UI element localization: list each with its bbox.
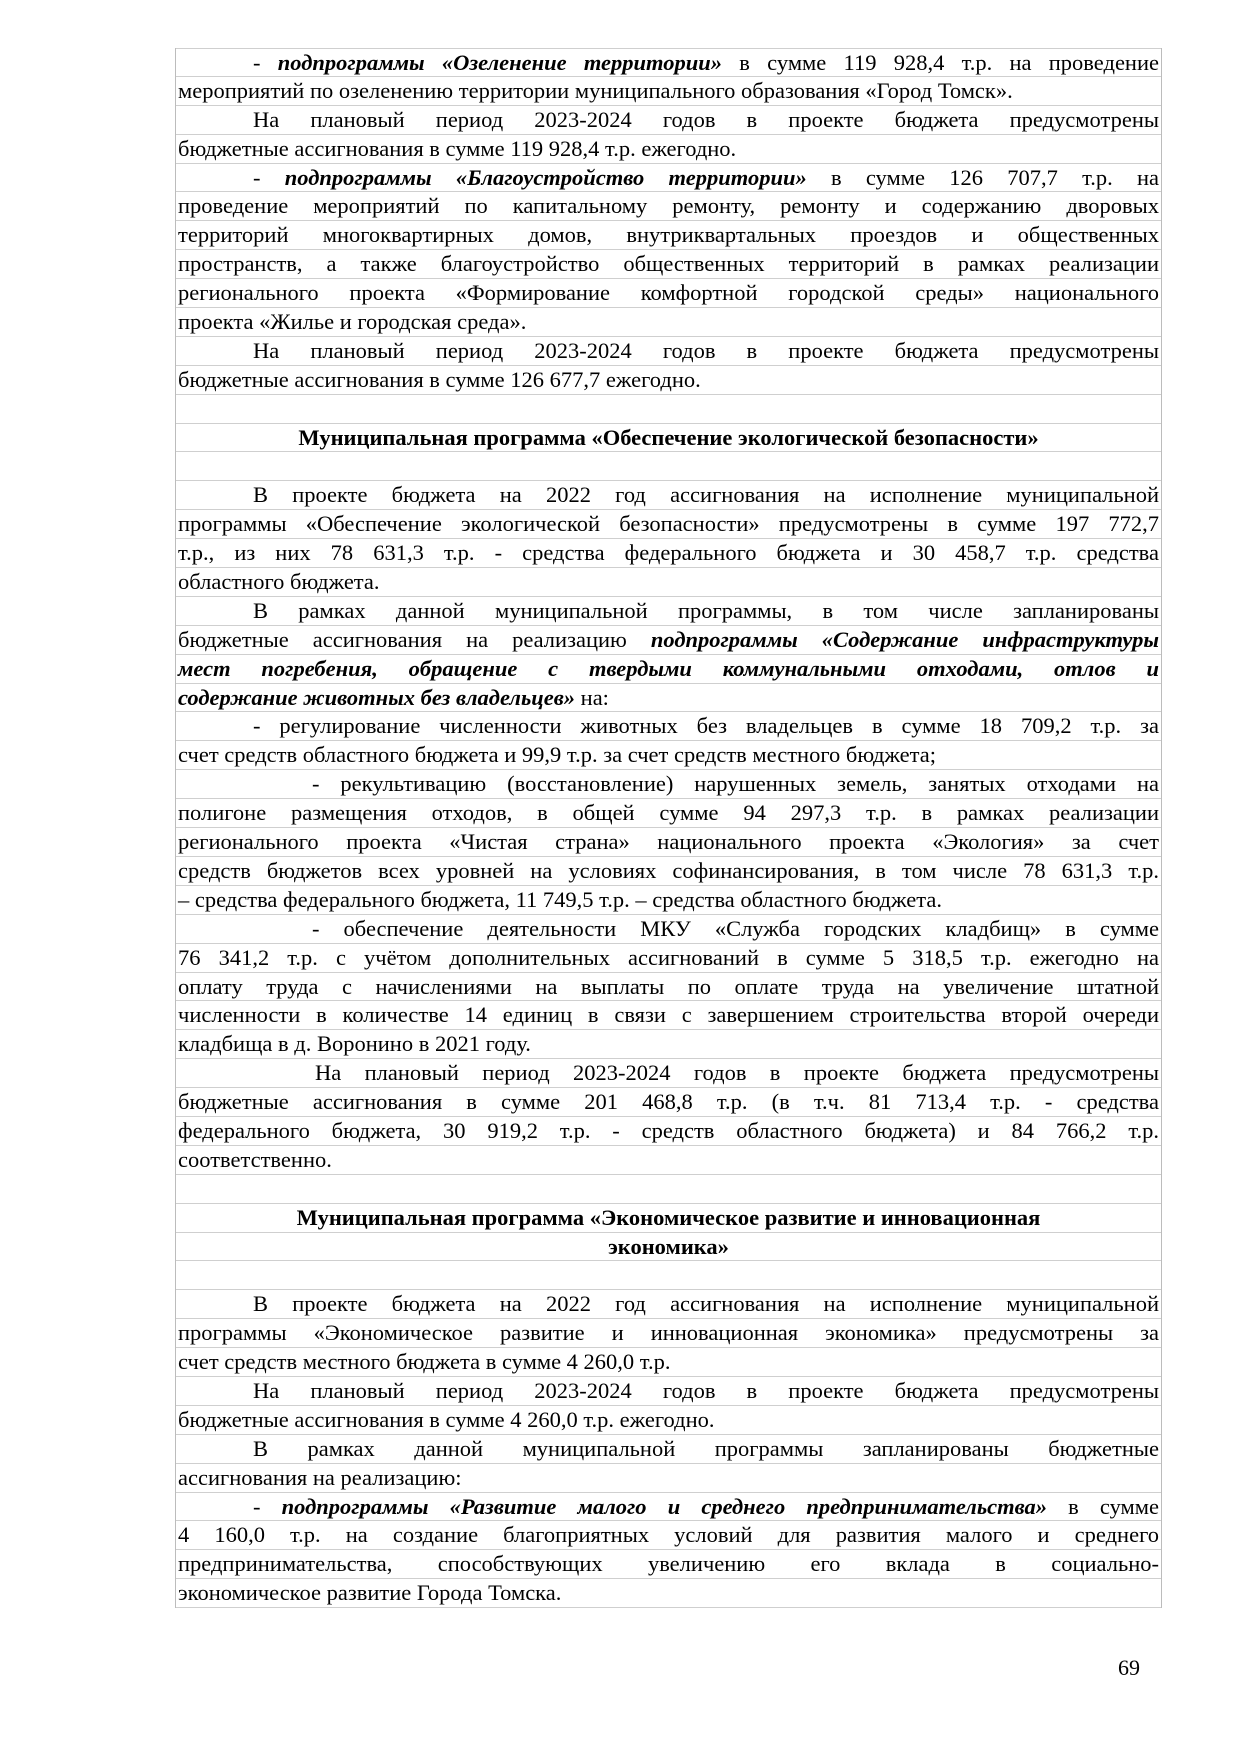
text-line: областного бюджета.: [176, 568, 1161, 597]
text-line: кладбища в д. Воронино в 2021 году.: [176, 1030, 1161, 1059]
text-line: 76 341,2 т.р. с учётом дополнительных ассигнований в сумме 5 318,5 т.р. ежегодно на: [176, 944, 1161, 973]
text-line: На плановый период 2023-2024 годов в проекте бюджета предусмотрены: [176, 337, 1161, 366]
text-line: - подпрограммы «Развитие малого и среднего предпринимательства» в сумме: [176, 1493, 1161, 1522]
text-line: мест погребения, обращение с твердыми коммунальными отходами, отлов и: [176, 655, 1161, 684]
page-number: 69: [1118, 1655, 1140, 1680]
text-line: численности в количестве 14 единиц в связи с завершением строительства второй очереди: [176, 1001, 1161, 1030]
text-line: В рамках данной муниципальной программы, в том числе запланированы: [176, 597, 1161, 626]
empty-line: [176, 1261, 1161, 1290]
text-line: программы «Обеспечение экологической безопасности» предусмотрены в сумме 197 772,7: [176, 510, 1161, 539]
text-line: полигоне размещения отходов, в общей сумме 94 297,3 т.р. в рамках реализации: [176, 799, 1161, 828]
text-line: регионального проекта «Чистая страна» национального проекта «Экология» за счет: [176, 828, 1161, 857]
document-body: [175, 48, 1162, 1608]
text-line: бюджетные ассигнования в сумме 4 260,0 т.р. ежегодно.: [176, 1406, 1161, 1435]
text-line: На плановый период 2023-2024 годов в проекте бюджета предусмотрены: [176, 1377, 1161, 1406]
text-line: оплату труда с начислениями на выплаты по оплате труда на увеличение штатной: [176, 973, 1161, 1002]
text-line: средств бюджетов всех уровней на условиях софинансирования, в том числе 78 631,3 т.р.: [176, 857, 1161, 886]
text-line: программы «Экономическое развитие и инновационная экономика» предусмотрены за: [176, 1319, 1161, 1348]
text-line: т.р., из них 78 631,3 т.р. - средства федерального бюджета и 30 458,7 т.р. средства: [176, 539, 1161, 568]
text-line: предпринимательства, способствующих увеличению его вклада в социально-: [176, 1550, 1161, 1579]
text-line: - подпрограммы «Озеленение территории» в сумме 119 928,4 т.р. на проведение: [176, 48, 1161, 77]
text-line: ассигнования на реализацию:: [176, 1464, 1161, 1493]
text-line: В проекте бюджета на 2022 год ассигнования на исполнение муниципальной: [176, 481, 1161, 510]
text-line: проекта «Жилье и городская среда».: [176, 308, 1161, 337]
section-heading: Муниципальная программа «Экономическое развитие и инновационная: [176, 1204, 1161, 1233]
text-line: бюджетные ассигнования в сумме 119 928,4 т.р. ежегодно.: [176, 135, 1161, 164]
text-line: - регулирование численности животных без владельцев в сумме 18 709,2 т.р. за: [176, 712, 1161, 741]
text-line: На плановый период 2023-2024 годов в проекте бюджета предусмотрены: [176, 1059, 1161, 1088]
text-line: На плановый период 2023-2024 годов в проекте бюджета предусмотрены: [176, 106, 1161, 135]
text-line: проведение мероприятий по капитальному ремонту, ремонту и содержанию дворовых: [176, 192, 1161, 221]
section-heading: экономика»: [176, 1233, 1161, 1262]
text-line: 4 160,0 т.р. на создание благоприятных условий для развития малого и среднего: [176, 1521, 1161, 1550]
text-line: бюджетные ассигнования в сумме 201 468,8 т.р. (в т.ч. 81 713,4 т.р. - средства: [176, 1088, 1161, 1117]
text-line: регионального проекта «Формирование комфортной городской среды» национального: [176, 279, 1161, 308]
text-line: соответственно.: [176, 1146, 1161, 1175]
text-line: пространств, а также благоустройство общественных территорий в рамках реализации: [176, 250, 1161, 279]
text-line: - обеспечение деятельности МКУ «Служба городских кладбищ» в сумме: [176, 915, 1161, 944]
text-line: - подпрограммы «Благоустройство территории» в сумме 126 707,7 т.р. на: [176, 164, 1161, 193]
empty-line: [176, 452, 1161, 481]
text-line: В проекте бюджета на 2022 год ассигнования на исполнение муниципальной: [176, 1290, 1161, 1319]
text-line: территорий многоквартирных домов, внутриквартальных проездов и общественных: [176, 221, 1161, 250]
text-line: счет средств областного бюджета и 99,9 т.р. за счет средств местного бюджета;: [176, 741, 1161, 770]
text-line: федерального бюджета, 30 919,2 т.р. - средств областного бюджета) и 84 766,2 т.р.: [176, 1117, 1161, 1146]
section-heading: Муниципальная программа «Обеспечение экологической безопасности»: [176, 424, 1161, 453]
text-line: В рамках данной муниципальной программы запланированы бюджетные: [176, 1435, 1161, 1464]
text-line: бюджетные ассигнования на реализацию подпрограммы «Содержание инфраструктуры: [176, 626, 1161, 655]
empty-line: [176, 395, 1161, 424]
text-line: - рекультивацию (восстановление) нарушенных земель, занятых отходами на: [176, 770, 1161, 799]
empty-line: [176, 1175, 1161, 1204]
text-line: мероприятий по озеленению территории муниципального образования «Город Томск».: [176, 77, 1161, 106]
text-line: бюджетные ассигнования в сумме 126 677,7 ежегодно.: [176, 366, 1161, 395]
text-line: содержание животных без владельцев» на:: [176, 684, 1161, 713]
text-line: – средства федерального бюджета, 11 749,5 т.р. – средства областного бюджета.: [176, 886, 1161, 915]
text-line: счет средств местного бюджета в сумме 4 260,0 т.р.: [176, 1348, 1161, 1377]
text-line: экономическое развитие Города Томска.: [176, 1579, 1161, 1608]
